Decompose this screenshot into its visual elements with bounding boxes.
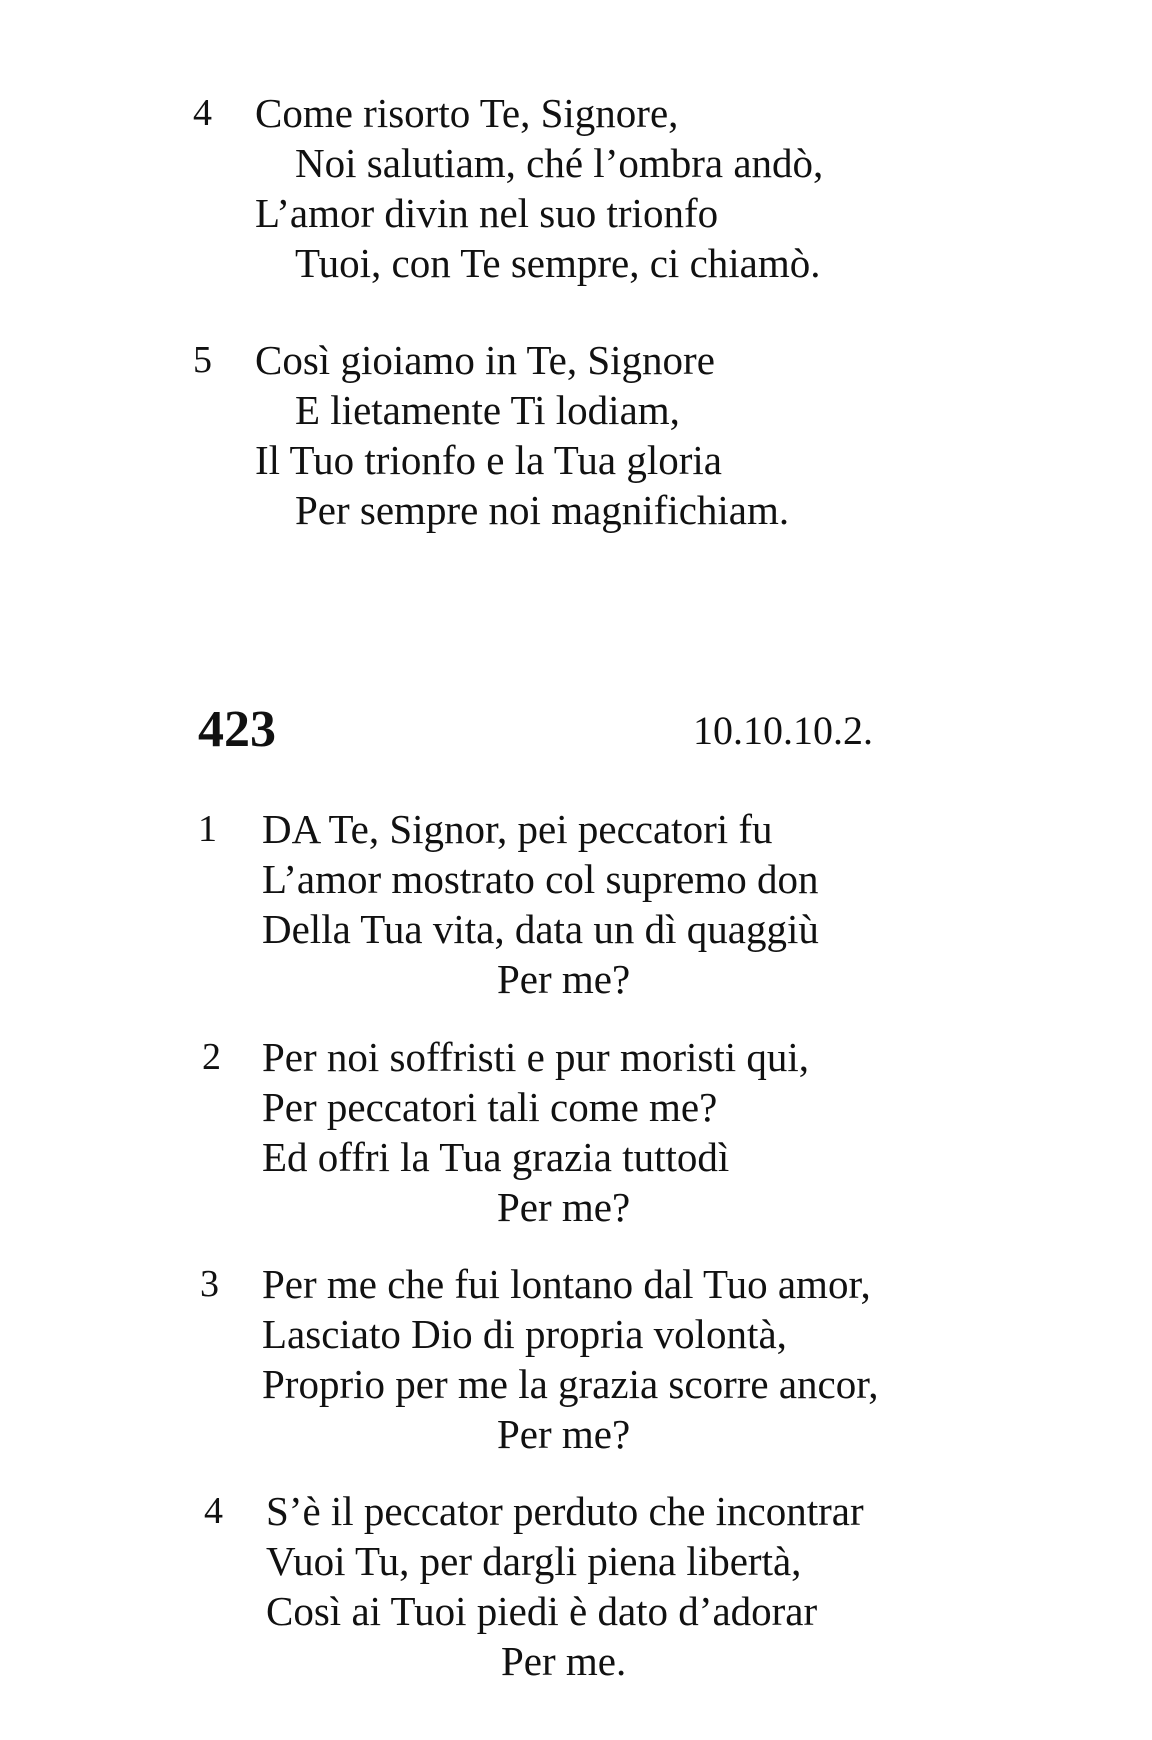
verse-number: 5 (193, 339, 212, 381)
verse-line: L’amor divin nel suo trionfo (255, 190, 719, 236)
verse-line: Per me che fui lontano dal Tuo amor, (262, 1261, 871, 1307)
verse-refrain: Per me? (497, 1411, 631, 1457)
verse-line: Come risorto Te, Signore, (255, 90, 679, 136)
hymn-meter: 10.10.10.2. (693, 708, 873, 753)
verse-line: S’è il peccator perduto che incontrar (266, 1488, 864, 1534)
verse-line: Della Tua vita, data un dì quaggiù (262, 906, 819, 952)
verse-number: 1 (198, 808, 217, 850)
verse-line: Ed offri la Tua grazia tuttodì (262, 1134, 730, 1180)
verse-line: Per sempre noi magnifichiam. (295, 487, 790, 533)
verse-line: DA Te, Signor, pei peccatori fu (262, 806, 773, 852)
verse-number: 2 (202, 1036, 221, 1078)
verse-refrain: Per me? (497, 956, 631, 1002)
verse-refrain: Per me. (501, 1638, 627, 1684)
verse-line: Noi salutiam, ché l’ombra andò, (295, 140, 824, 186)
verse-line: Così ai Tuoi piedi è dato d’adorar (266, 1588, 818, 1634)
verse-line: Il Tuo trionfo e la Tua gloria (255, 437, 722, 483)
verse-line: L’amor mostrato col supremo don (262, 856, 819, 902)
verse-line: Per noi soffristi e pur moristi qui, (262, 1034, 810, 1080)
verse-line: Così gioiamo in Te, Signore (255, 337, 715, 383)
verse-number: 4 (204, 1490, 223, 1532)
verse-line: Tuoi, con Te sempre, ci chiamò. (295, 240, 821, 286)
verse-refrain: Per me? (497, 1184, 631, 1230)
verse-line: Per peccatori tali come me? (262, 1084, 718, 1130)
verse-number: 4 (193, 92, 212, 134)
verse-line: Vuoi Tu, per dargli piena libertà, (266, 1538, 802, 1584)
verse-line: E lietamente Ti lodiam, (295, 387, 680, 433)
verse-line: Lasciato Dio di propria volontà, (262, 1311, 787, 1357)
hymn-number: 423 (198, 701, 276, 758)
verse-line: Proprio per me la grazia scorre ancor, (262, 1361, 879, 1407)
verse-number: 3 (200, 1263, 219, 1305)
